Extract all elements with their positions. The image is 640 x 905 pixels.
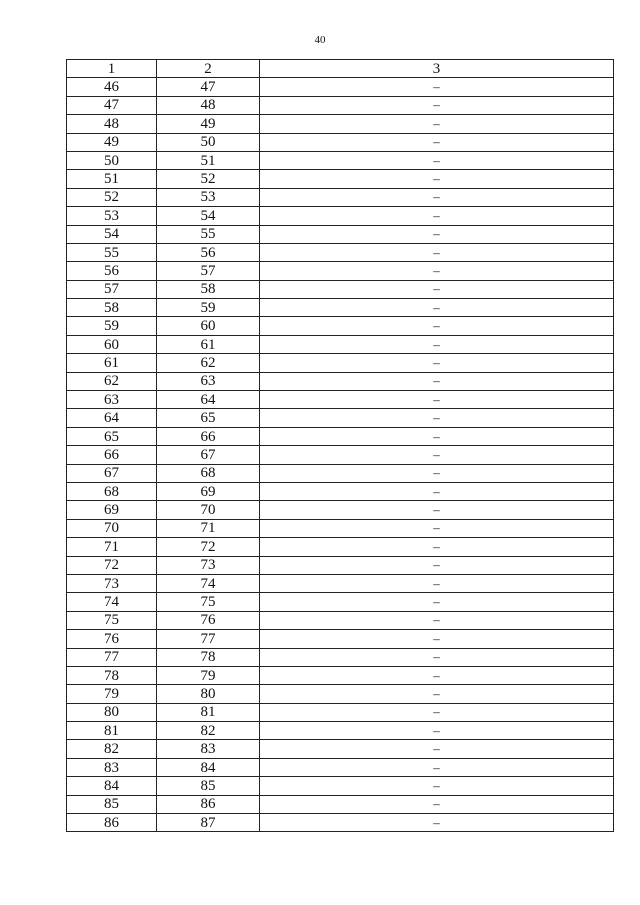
table-cell-col-3: –: [260, 427, 614, 445]
table-cell-col-3: –: [260, 170, 614, 188]
table-cell-col-1: 74: [67, 593, 157, 611]
table-cell-col-2: 53: [157, 188, 260, 206]
table-cell-col-3: –: [260, 464, 614, 482]
table-cell-col-2: 79: [157, 666, 260, 684]
table-cell-col-3: –: [260, 391, 614, 409]
table-cell-col-1: 69: [67, 501, 157, 519]
table-cell-col-1: 59: [67, 317, 157, 335]
table-cell-col-1: 51: [67, 170, 157, 188]
table-cell-col-2: 83: [157, 740, 260, 758]
table-cell-col-2: 72: [157, 538, 260, 556]
table-row: [67, 740, 614, 758]
table-row: [67, 482, 614, 500]
table-cell-col-1: 79: [67, 685, 157, 703]
table-cell-col-1: 60: [67, 335, 157, 353]
table-cell-col-1: 70: [67, 519, 157, 537]
table-cell-col-3: –: [260, 630, 614, 648]
table-cell-col-3: –: [260, 740, 614, 758]
table-cell-col-1: 47: [67, 96, 157, 114]
table-cell-col-2: 68: [157, 464, 260, 482]
table-cell-col-1: 82: [67, 740, 157, 758]
table-cell-col-2: 51: [157, 151, 260, 169]
table-cell-col-2: 82: [157, 722, 260, 740]
table-row: [67, 151, 614, 169]
table-cell-col-1: 78: [67, 666, 157, 684]
table-cell-col-1: 72: [67, 556, 157, 574]
table-cell-col-3: –: [260, 115, 614, 133]
table-cell-col-1: 84: [67, 777, 157, 795]
table-cell-col-2: 62: [157, 354, 260, 372]
table-cell-col-2: 63: [157, 372, 260, 390]
table-cell-col-3: –: [260, 243, 614, 261]
table-cell-col-3: –: [260, 722, 614, 740]
table-body: [67, 78, 614, 832]
table-cell-col-2: 54: [157, 207, 260, 225]
column-header-3: 3: [260, 60, 614, 78]
table-cell-col-3: –: [260, 758, 614, 776]
column-header-1: 1: [67, 60, 157, 78]
table-row: [67, 666, 614, 684]
table-cell-col-2: 65: [157, 409, 260, 427]
table-row: [67, 777, 614, 795]
table-cell-col-3: –: [260, 280, 614, 298]
table-cell-col-1: 64: [67, 409, 157, 427]
table-cell-col-3: –: [260, 501, 614, 519]
table-cell-col-2: 60: [157, 317, 260, 335]
table-cell-col-1: 55: [67, 243, 157, 261]
header-row: [67, 60, 614, 78]
table-row: [67, 115, 614, 133]
table-cell-col-1: 77: [67, 648, 157, 666]
table-row: [67, 354, 614, 372]
table-row: [67, 335, 614, 353]
table-cell-col-2: 76: [157, 611, 260, 629]
table-row: [67, 170, 614, 188]
table-cell-col-3: –: [260, 703, 614, 721]
table-cell-col-2: 61: [157, 335, 260, 353]
table-cell-col-3: –: [260, 317, 614, 335]
table-cell-col-3: –: [260, 96, 614, 114]
table-row: [67, 501, 614, 519]
table-cell-col-1: 53: [67, 207, 157, 225]
table-cell-col-3: –: [260, 777, 614, 795]
table-row: [67, 722, 614, 740]
table-cell-col-2: 66: [157, 427, 260, 445]
table-cell-col-3: –: [260, 262, 614, 280]
table-row: [67, 133, 614, 151]
table-cell-col-3: –: [260, 519, 614, 537]
table-header: [67, 60, 614, 78]
table-cell-col-2: 77: [157, 630, 260, 648]
table-cell-col-1: 80: [67, 703, 157, 721]
table-cell-col-3: –: [260, 225, 614, 243]
table-cell-col-3: –: [260, 648, 614, 666]
table-row: [67, 814, 614, 832]
table-cell-col-2: 59: [157, 299, 260, 317]
table-cell-col-2: 69: [157, 482, 260, 500]
table-cell-col-2: 86: [157, 795, 260, 813]
table-cell-col-1: 83: [67, 758, 157, 776]
table-row: [67, 243, 614, 261]
table-cell-col-3: –: [260, 372, 614, 390]
table-cell-col-3: –: [260, 556, 614, 574]
table-cell-col-2: 75: [157, 593, 260, 611]
table-row: [67, 391, 614, 409]
table-cell-col-1: 58: [67, 299, 157, 317]
table-cell-col-2: 48: [157, 96, 260, 114]
table-cell-col-1: 66: [67, 446, 157, 464]
table-cell-col-3: –: [260, 409, 614, 427]
table-cell-col-2: 52: [157, 170, 260, 188]
table-cell-col-2: 55: [157, 225, 260, 243]
column-header-2: 2: [157, 60, 260, 78]
table-cell-col-3: –: [260, 482, 614, 500]
table-cell-col-3: –: [260, 207, 614, 225]
table-cell-col-2: 56: [157, 243, 260, 261]
table-cell-col-1: 81: [67, 722, 157, 740]
table-cell-col-3: –: [260, 354, 614, 372]
table-cell-col-2: 47: [157, 78, 260, 96]
table-cell-col-3: –: [260, 814, 614, 832]
table-cell-col-3: –: [260, 133, 614, 151]
table-cell-col-2: 58: [157, 280, 260, 298]
table-cell-col-1: 75: [67, 611, 157, 629]
table-cell-col-2: 87: [157, 814, 260, 832]
table-row: [67, 78, 614, 96]
table-cell-col-1: 73: [67, 574, 157, 592]
table-cell-col-3: –: [260, 685, 614, 703]
data-table: [66, 59, 614, 832]
table-cell-col-1: 49: [67, 133, 157, 151]
table-cell-col-2: 73: [157, 556, 260, 574]
table-cell-col-2: 64: [157, 391, 260, 409]
table-cell-col-2: 78: [157, 648, 260, 666]
table-cell-col-1: 71: [67, 538, 157, 556]
table-cell-col-1: 54: [67, 225, 157, 243]
table-row: [67, 372, 614, 390]
page-number: 40: [314, 34, 326, 46]
table-row: [67, 280, 614, 298]
table-row: [67, 427, 614, 445]
table-cell-col-3: –: [260, 574, 614, 592]
table-row: [67, 464, 614, 482]
table-cell-col-1: 52: [67, 188, 157, 206]
table-cell-col-1: 48: [67, 115, 157, 133]
table-row: [67, 574, 614, 592]
table-row: [67, 593, 614, 611]
table-cell-col-1: 56: [67, 262, 157, 280]
table-cell-col-2: 67: [157, 446, 260, 464]
table-cell-col-2: 81: [157, 703, 260, 721]
table-row: [67, 611, 614, 629]
table-cell-col-1: 63: [67, 391, 157, 409]
table-cell-col-2: 80: [157, 685, 260, 703]
table-row: [67, 519, 614, 537]
table-cell-col-1: 57: [67, 280, 157, 298]
table-row: [67, 317, 614, 335]
table-row: [67, 648, 614, 666]
table-row: [67, 685, 614, 703]
table-cell-col-2: 71: [157, 519, 260, 537]
table-cell-col-3: –: [260, 795, 614, 813]
table-cell-col-2: 74: [157, 574, 260, 592]
table-cell-col-2: 85: [157, 777, 260, 795]
table-cell-col-2: 70: [157, 501, 260, 519]
table-cell-col-1: 50: [67, 151, 157, 169]
table-cell-col-3: –: [260, 538, 614, 556]
table-cell-col-1: 67: [67, 464, 157, 482]
table-cell-col-3: –: [260, 666, 614, 684]
table-cell-col-3: –: [260, 446, 614, 464]
table-cell-col-3: –: [260, 335, 614, 353]
table-cell-col-2: 57: [157, 262, 260, 280]
table-cell-col-3: –: [260, 593, 614, 611]
table-row: [67, 446, 614, 464]
table-row: [67, 556, 614, 574]
table-cell-col-2: 49: [157, 115, 260, 133]
table-cell-col-1: 68: [67, 482, 157, 500]
table-cell-col-2: 84: [157, 758, 260, 776]
table-row: [67, 299, 614, 317]
table-cell-col-3: –: [260, 299, 614, 317]
table-cell-col-1: 86: [67, 814, 157, 832]
table-cell-col-3: –: [260, 611, 614, 629]
table-row: [67, 795, 614, 813]
table-row: [67, 630, 614, 648]
table-row: [67, 262, 614, 280]
table-cell-col-1: 46: [67, 78, 157, 96]
table-row: [67, 96, 614, 114]
table-cell-col-1: 76: [67, 630, 157, 648]
table-cell-col-1: 85: [67, 795, 157, 813]
table-row: [67, 225, 614, 243]
table-cell-col-1: 65: [67, 427, 157, 445]
table-cell-col-2: 50: [157, 133, 260, 151]
table-row: [67, 703, 614, 721]
table-cell-col-1: 62: [67, 372, 157, 390]
table-row: [67, 758, 614, 776]
table-row: [67, 188, 614, 206]
table-row: [67, 409, 614, 427]
table-cell-col-3: –: [260, 188, 614, 206]
table-row: [67, 207, 614, 225]
table-row: [67, 538, 614, 556]
table-cell-col-3: –: [260, 78, 614, 96]
table-cell-col-3: –: [260, 151, 614, 169]
table-cell-col-1: 61: [67, 354, 157, 372]
